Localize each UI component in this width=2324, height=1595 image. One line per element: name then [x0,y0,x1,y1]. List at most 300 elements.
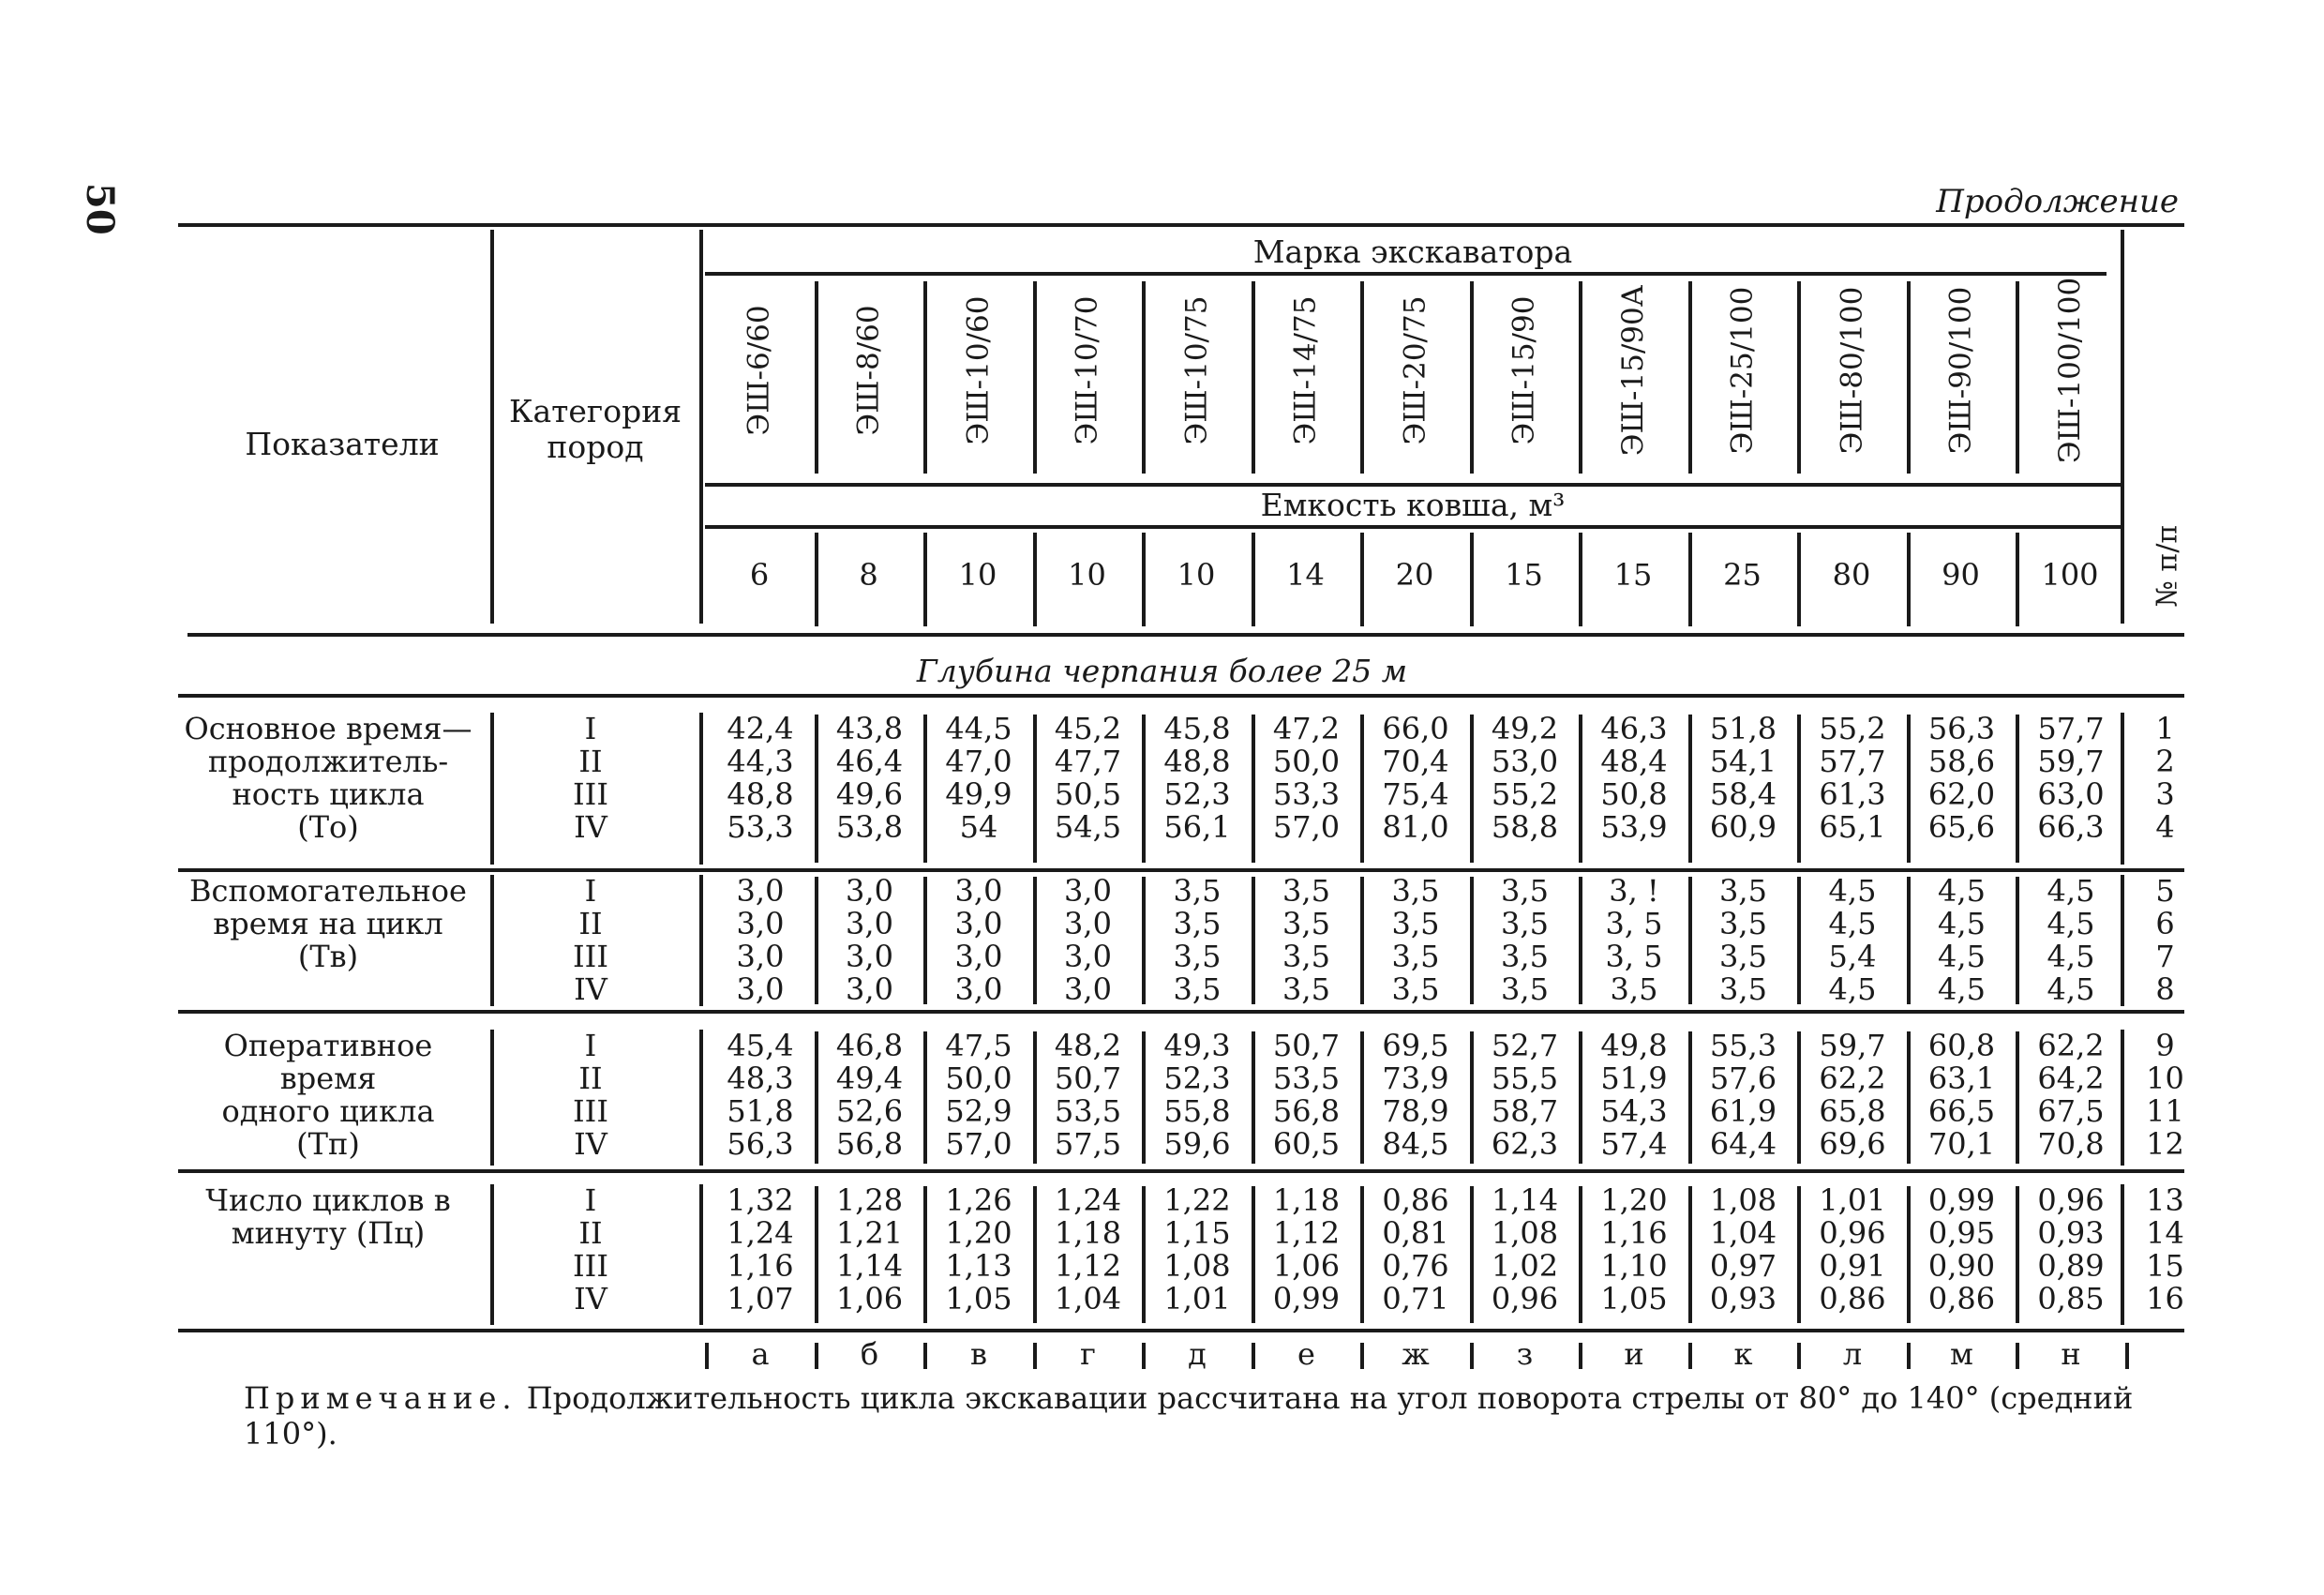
row-label-line: минуту (Пц) [231,1215,426,1251]
model-header [1800,258,1903,483]
category-value: I [584,1028,597,1063]
capacity-cell: 90 [1942,557,1980,593]
table-cell: 62,2 [2037,1028,2105,1063]
row-label-line: Оперативное время [223,1028,433,1096]
table-cell: 3,5 [1391,939,1440,974]
table-cell: 3,5 [1501,906,1549,941]
header-category-line2: пород [547,429,644,465]
table-cell: 46,3 [1600,711,1668,746]
column-letter: в [969,1336,987,1372]
model-name: ЭШ-8/60 [851,305,886,436]
column-divider [699,1030,703,1166]
header-row-number: № п/п [2151,524,2184,608]
row-label [173,713,483,844]
row-label-line: (Тп) [296,1126,360,1162]
value-column [1255,1030,1358,1161]
capacity-cell: 15 [1505,557,1543,593]
row-number-column [2137,713,2194,844]
value-column [1582,713,1686,844]
category-value: II [578,1061,603,1096]
row-label-line: Число циклов в [205,1182,451,1218]
table-cell: 57,7 [1819,744,1886,779]
table-cell: 4,5 [1828,873,1877,909]
table-cell: 55,3 [1709,1028,1777,1063]
capacity-rule [705,525,2121,529]
table-cell: 3,5 [1282,906,1330,941]
table-cell: 59,6 [1163,1126,1231,1162]
table-cell: 53,8 [835,809,904,845]
row-number-column [2137,1184,2194,1316]
table-cell: 0,86 [1819,1281,1886,1317]
table-cell: 75,4 [1382,776,1449,812]
value-column [818,1184,922,1316]
value-column [1474,875,1577,1006]
table-cell: 49,4 [835,1061,904,1096]
table-cell: 65,8 [1819,1093,1886,1129]
table-cell: 53,5 [1272,1061,1341,1096]
table-cell: 4,5 [2047,971,2095,1007]
table-cell: 0,96 [1819,1215,1886,1251]
table-cell: 3,0 [1064,939,1112,974]
table-cell: 3,5 [1173,906,1222,941]
model-header [1145,258,1248,483]
row-number: 5 [2155,873,2175,909]
category-value: IV [574,971,607,1007]
row-number: 1 [2155,711,2175,746]
table-cell: 54,1 [1709,744,1777,779]
table-cell: 1,16 [1600,1215,1668,1251]
table-cell: 1,06 [1272,1248,1341,1284]
table-cell: 62,2 [1819,1061,1886,1096]
table-cell: 51,9 [1600,1061,1668,1096]
table-cell: 49,2 [1491,711,1559,746]
table-cell: 1,07 [727,1281,794,1317]
header-bottom-rule [187,633,2184,637]
table-cell: 3,5 [1719,873,1767,909]
category-value: III [573,776,608,812]
section-rule [178,694,2184,698]
table-cell: 52,7 [1491,1028,1559,1063]
table-top-rule [178,223,2184,227]
letter-tick [1797,1343,1801,1369]
letter-tick [2125,1343,2129,1369]
value-column [1801,875,1904,1006]
column-divider [699,713,703,865]
column-divider [490,1184,494,1325]
column-divider [490,230,494,624]
value-column [1037,875,1140,1006]
column-letter: н [2061,1336,2081,1372]
table-cell: 4,5 [2047,939,2095,974]
letter-tick [1033,1343,1037,1369]
model-name: ЭШ-90/100 [1943,286,1978,455]
table-cell: 0,85 [2037,1281,2105,1317]
table-cell: 1,14 [835,1248,904,1284]
model-name: ЭШ-6/60 [742,305,776,436]
row-label-line: продолжитель- [207,744,449,779]
header-excavator-brand: Марка экскаватора [1252,233,1573,270]
value-column [1146,1184,1249,1316]
table-cell: 4,5 [2047,873,2095,909]
category-value: IV [574,1126,607,1162]
table-cell: 3,5 [1282,873,1330,909]
table-cell: 61,3 [1819,776,1886,812]
value-column [2019,1030,2122,1161]
model-name: ЭШ-10/60 [961,295,995,445]
table-cell: 47,0 [945,744,1012,779]
table-cell: 1,26 [945,1182,1012,1218]
table-cell: 1,18 [1054,1215,1122,1251]
table-cell: 52,3 [1163,1061,1231,1096]
table-cell: 53,3 [727,809,794,845]
column-letter: з [1516,1336,1534,1372]
table-cell: 3, 5 [1605,939,1663,974]
value-column [818,875,922,1006]
table-cell: 3,0 [1064,971,1112,1007]
value-column [1364,713,1467,844]
category-value: III [573,1248,608,1284]
table-cell: 3,5 [1173,939,1222,974]
table-cell: 55,5 [1491,1061,1559,1096]
table-cell: 51,8 [1709,711,1777,746]
value-column [1801,1184,1904,1316]
table-cell: 0,81 [1382,1215,1449,1251]
row-number: 8 [2155,971,2175,1007]
table-cell: 1,08 [1163,1248,1231,1284]
model-header [1036,258,1139,483]
capacity-cell: 25 [1723,557,1762,593]
column-letter: ж [1402,1336,1430,1372]
group-rule [178,1010,2184,1014]
model-header [1691,258,1794,483]
row-number: 9 [2155,1028,2175,1063]
table-cell: 55,2 [1819,711,1886,746]
table-cell: 42,4 [727,711,794,746]
category-column [553,1030,628,1161]
table-cell: 1,12 [1054,1248,1122,1284]
table-cell: 3,0 [954,971,1003,1007]
model-name: ЭШ-14/75 [1288,295,1323,445]
header-category [497,394,694,465]
header-indicators: Показатели [245,426,440,462]
table-cell: 3,0 [1064,906,1112,941]
table-cell: 1,02 [1491,1248,1559,1284]
row-number: 12 [2146,1126,2184,1162]
table-cell: 3,0 [846,906,893,941]
table-cell: 84,5 [1382,1126,1449,1162]
letter-tick [705,1343,709,1369]
table-cell: 1,15 [1163,1215,1231,1251]
category-value: I [584,711,597,746]
value-column [2019,1184,2122,1316]
letter-tick [1579,1343,1582,1369]
table-cell: 3, 5 [1605,906,1663,941]
table-cell: 0,91 [1819,1248,1886,1284]
category-value: III [573,939,608,974]
table-cell: 56,1 [1163,809,1231,845]
row-number: 11 [2146,1093,2184,1129]
capacity-cell: 10 [958,557,997,593]
table-cell: 3,0 [954,939,1003,974]
column-letter: е [1297,1336,1315,1372]
table-cell: 53,5 [1054,1093,1122,1129]
footnote-label: Примечание. [244,1380,517,1416]
value-column [709,1030,812,1161]
table-cell: 57,0 [945,1126,1012,1162]
table-cell: 3,0 [846,939,893,974]
letter-tick [923,1343,927,1369]
value-column [1037,1030,1140,1161]
row-label-line: (Тв) [297,939,359,974]
table-cell: 3,5 [1501,971,1549,1007]
table-cell: 45,4 [727,1028,794,1063]
row-label [173,1184,483,1250]
table-cell: 66,5 [1927,1093,1996,1129]
table-cell: 1,22 [1163,1182,1231,1218]
table-cell: 46,4 [835,744,904,779]
table-cell: 1,20 [1600,1182,1668,1218]
table-cell: 65,6 [1927,809,1996,845]
table-cell: 78,9 [1382,1093,1449,1129]
table-cell: 3,5 [1501,873,1549,909]
table-cell: 58,7 [1491,1093,1559,1129]
column-divider [490,875,494,1006]
table-cell: 1,32 [727,1182,794,1218]
table-cell: 52,6 [835,1093,904,1129]
table-cell: 1,20 [945,1215,1012,1251]
table-cell: 70,1 [1927,1126,1996,1162]
table-cell: 50,0 [1272,744,1341,779]
table-cell: 64,2 [2037,1061,2105,1096]
row-number: 16 [2146,1281,2184,1317]
table-cell: 57,0 [1272,809,1341,845]
value-column [1692,713,1795,844]
table-cell: 4,5 [1938,939,1986,974]
capacity-cell: 15 [1613,557,1653,593]
model-header [1582,258,1685,483]
table-cell: 5,4 [1828,939,1877,974]
table-cell: 3,0 [736,939,785,974]
model-header [1473,258,1576,483]
category-column [553,1184,628,1316]
table-cell: 3,5 [1610,971,1658,1007]
table-cell: 1,28 [835,1182,904,1218]
table-cell: 48,8 [1163,744,1231,779]
value-column [1364,875,1467,1006]
table-cell: 0,86 [1927,1281,1996,1317]
value-column [1692,875,1795,1006]
table-cell: 3,5 [1282,939,1330,974]
table-cell: 81,0 [1382,809,1449,845]
table-cell: 66,0 [1382,711,1449,746]
table-cell: 55,8 [1163,1093,1231,1129]
value-column [1474,713,1577,844]
table-cell: 59,7 [1819,1028,1886,1063]
table-cell: 60,5 [1272,1126,1341,1162]
table-cell: 1,05 [1600,1281,1668,1317]
table-cell: 58,4 [1709,776,1777,812]
table-cell: 49,6 [835,776,904,812]
table-cell: 1,24 [727,1215,794,1251]
group-rule [178,868,2184,872]
table-cell: 65,1 [1819,809,1886,845]
row-label [173,875,483,973]
table-cell: 73,9 [1382,1061,1449,1096]
table-cell: 57,5 [1054,1126,1122,1162]
table-cell: 51,8 [727,1093,794,1129]
row-label-line: Основное время— [184,711,472,746]
model-name: ЭШ-10/70 [1070,295,1104,445]
table-cell: 0,93 [1709,1281,1777,1317]
footnote-text: Продолжительность цикла экскавации рассчитана на угол поворота стрелы от 80° до 140° (средний 110°). [244,1380,2134,1452]
table-cell: 1,04 [1709,1215,1777,1251]
table-cell: 48,8 [727,776,794,812]
value-column [1692,1030,1795,1161]
category-value: I [584,873,597,909]
model-header [1363,258,1466,483]
table-cell: 3,0 [846,971,893,1007]
column-divider [699,230,703,624]
table-cell: 3,5 [1719,906,1767,941]
letter-tick [815,1343,818,1369]
value-column [1146,1030,1249,1161]
row-label-line: Вспомогательное [189,873,467,909]
model-name: ЭШ-25/100 [1725,286,1760,455]
table-cell: 62,3 [1491,1126,1559,1162]
page-number: 50 [78,183,122,235]
letter-tick [1142,1343,1146,1369]
value-column [709,875,812,1006]
table-cell: 1,05 [945,1281,1012,1317]
column-letter: и [1624,1336,1644,1372]
capacity-cell: 6 [749,557,770,593]
table-cell: 1,12 [1272,1215,1341,1251]
model-header [1254,258,1357,483]
table-cell: 4,5 [2047,906,2095,941]
table-cell: 54,3 [1600,1093,1668,1129]
table-cell: 48,2 [1054,1028,1122,1063]
table-cell: 3,0 [736,873,785,909]
value-column [1037,713,1140,844]
row-number: 2 [2155,744,2175,779]
header-bucket-capacity: Емкость ковша, м³ [1260,487,1566,523]
value-column [1037,1184,1140,1316]
value-column [1911,1184,2014,1316]
capacity-cell: 20 [1395,557,1434,593]
value-column [1474,1030,1577,1161]
table-cell: 60,9 [1709,809,1777,845]
table-cell: 0,97 [1709,1248,1777,1284]
table-cell: 3,5 [1719,939,1767,974]
row-label-line: время на цикл [213,906,443,941]
capacity-cell: 14 [1286,557,1325,593]
model-header [2018,258,2122,483]
table-cell: 45,2 [1054,711,1122,746]
table-cell: 3,0 [1064,873,1112,909]
row-number-column [2137,1030,2194,1161]
table-cell: 0,96 [1491,1281,1559,1317]
row-label [173,1030,483,1161]
table-cell: 56,3 [727,1126,794,1162]
table-cell: 1,18 [1272,1182,1341,1218]
column-letter: м [1950,1336,1973,1372]
table-cell: 1,04 [1054,1281,1122,1317]
value-column [709,1184,812,1316]
table-cell: 45,8 [1163,711,1231,746]
table-cell: 70,8 [2037,1126,2105,1162]
table-cell: 53,9 [1600,809,1668,845]
table-cell: 3,5 [1719,971,1767,1007]
table-cell: 56,8 [835,1126,904,1162]
column-divider [699,875,703,1006]
table-cell: 3,0 [954,873,1003,909]
table-cell: 3,5 [1391,906,1440,941]
value-column [1364,1030,1467,1161]
table-cell: 49,3 [1163,1028,1231,1063]
value-column [709,713,812,844]
table-cell: 58,6 [1927,744,1996,779]
column-letter: г [1080,1336,1096,1372]
table-cell: 57,7 [2037,711,2105,746]
row-label-line: одного цикла [221,1093,435,1129]
row-number: 15 [2146,1248,2184,1284]
category-value: II [578,906,603,941]
column-divider [699,1184,703,1325]
table-cell: 3,0 [736,971,785,1007]
table-cell: 1,01 [1819,1182,1886,1218]
table-cell: 3,5 [1391,971,1440,1007]
table-cell: 49,8 [1600,1028,1668,1063]
table-cell: 0,86 [1382,1182,1449,1218]
footnote [244,1380,2194,1452]
column-divider [490,713,494,865]
table-cell: 56,8 [1272,1093,1341,1129]
capacity-cell: 8 [859,557,878,593]
table-cell: 4,5 [1828,906,1877,941]
header-category-line1: Категория [508,393,682,429]
value-column [1474,1184,1577,1316]
table-cell: 0,95 [1927,1215,1996,1251]
table-cell: 66,3 [2037,809,2105,845]
table-cell: 4,5 [1828,971,1877,1007]
value-column [818,713,922,844]
row-number: 10 [2146,1061,2184,1096]
value-column [1692,1184,1795,1316]
table-cell: 58,8 [1491,809,1559,845]
model-header [926,258,1029,483]
table-cell: 0,93 [2037,1215,2105,1251]
table-cell: 3,0 [954,906,1003,941]
continuation-label: Продолжение [1936,183,2179,220]
category-value: III [573,1093,608,1129]
category-value: II [578,1215,603,1251]
column-letter: д [1188,1336,1207,1372]
value-column [927,1030,1030,1161]
table-cell: 1,16 [727,1248,794,1284]
row-number: 14 [2146,1215,2184,1251]
model-name: ЭШ-20/75 [1398,295,1432,445]
table-cell: 3,5 [1501,939,1549,974]
table-cell: 67,5 [2037,1093,2105,1129]
table-cell: 53,0 [1491,744,1559,779]
value-column [1911,875,2014,1006]
table-cell: 0,71 [1382,1281,1449,1317]
value-column [1911,713,2014,844]
table-cell: 1,21 [835,1215,904,1251]
letter-tick [1907,1343,1911,1369]
table-cell: 64,4 [1709,1126,1777,1162]
table-cell: 50,7 [1272,1028,1341,1063]
